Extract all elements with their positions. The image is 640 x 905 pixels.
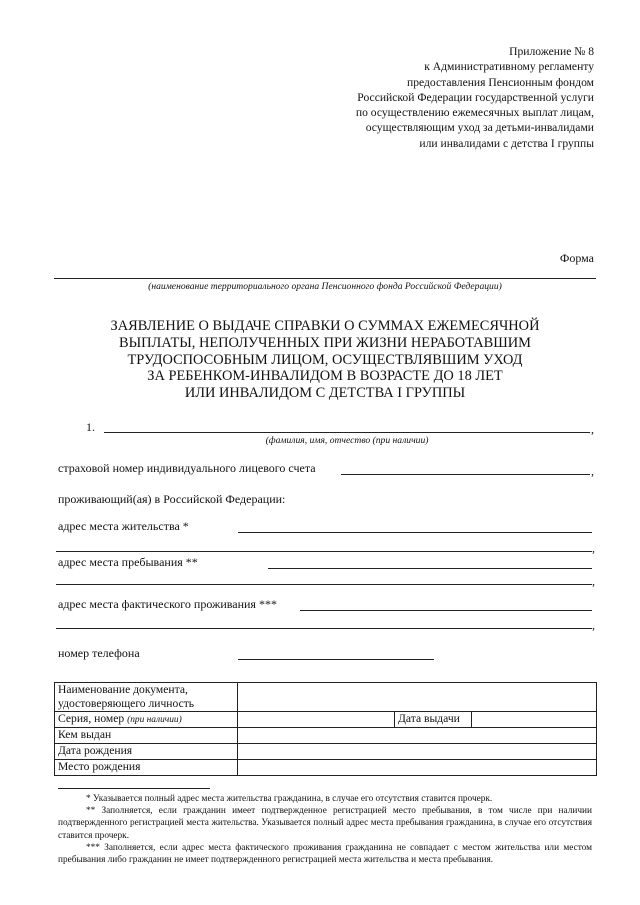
birth-date-label: Дата рождения — [55, 744, 238, 760]
table-row — [55, 728, 597, 744]
page-title — [60, 318, 590, 402]
series-number-cell — [55, 712, 238, 728]
issue-date-label: Дата выдачи — [395, 712, 472, 728]
fio-field[interactable] — [104, 432, 590, 433]
doc-name-label2: удостоверяющего личность — [58, 697, 195, 710]
if-any-note: (при наличии) — [127, 715, 182, 725]
appendix-line: по осуществлению ежемесячных выплат лицам, — [355, 106, 594, 120]
phone-label: номер телефона — [58, 646, 140, 660]
doc-name-label: Наименование документа, — [58, 683, 188, 696]
table-row — [55, 683, 597, 712]
footnote-1: * Указывается полный адрес места жительства гражданина, в случае его отсутствия ставится прочерк. — [86, 794, 493, 804]
item-number: 1. — [86, 420, 95, 434]
issued-by-label: Кем выдан — [55, 728, 238, 744]
organ-name-field[interactable] — [54, 278, 596, 279]
title-line: ЗАЯВЛЕНИЕ О ВЫДАЧЕ СПРАВКИ О СУММАХ ЕЖЕМЕСЯЧНОЙ — [110, 318, 540, 334]
address-stay-field-line2[interactable] — [56, 584, 592, 585]
title-line: ИЛИ ИНВАЛИДОМ С ДЕТСТВА I ГРУППЫ — [184, 385, 466, 402]
birth-place-label: Место рождения — [55, 760, 238, 776]
address-stay-field[interactable] — [268, 568, 592, 569]
appendix-line: или инвалидами с детства I группы — [419, 136, 594, 150]
footnote-2: ** Заполняется, если гражданин имеет подтвержденное регистрацией место пребывания, в том числе при наличии подтвержденного регистрацией места жительства. Указывается полный адрес места пребывания гражданина, в случае его отсутствия ставится прочерк. — [58, 806, 592, 841]
table-row — [55, 712, 597, 728]
doc-name-cell — [55, 683, 238, 712]
address-actual-field-line2[interactable] — [56, 628, 592, 629]
appendix-line: осуществляющим уход за детьми-инвалидами — [365, 121, 594, 135]
appendix-header — [294, 44, 594, 151]
comma: , — [592, 618, 595, 632]
identity-document-table — [54, 682, 597, 776]
comma: , — [592, 574, 595, 588]
table-row — [55, 760, 597, 776]
phone-field[interactable] — [238, 659, 434, 660]
appendix-line: Российской Федерации государственной услуги — [357, 90, 594, 104]
footnote-3: *** Заполняется, если адрес места фактического проживания гражданина не совпадает с местом жительства или местом пребывания либо гражданин не имеет подтвержденного регистрацией места жительства и места пребывания. — [58, 842, 592, 866]
comma: , — [592, 541, 595, 555]
footnote-divider — [58, 788, 210, 789]
address-stay-label: адрес места пребывания ** — [58, 555, 198, 569]
snils-label: страховой номер индивидуального лицевого счета — [58, 461, 316, 475]
appendix-line: Приложение № 8 — [509, 45, 594, 58]
address-actual-label: адрес места фактического проживания *** — [58, 597, 277, 611]
address-residence-field[interactable] — [238, 532, 592, 533]
series-number-value[interactable] — [238, 712, 395, 728]
birth-place-value[interactable] — [238, 760, 597, 776]
appendix-line: к Административному регламенту — [424, 60, 594, 74]
footnotes — [58, 793, 592, 866]
appendix-line: предоставления Пенсионным фондом — [406, 75, 594, 89]
title-line: ЗА РЕБЕНКОМ-ИНВАЛИДОМ В ВОЗРАСТЕ ДО 18 ЛЕТ — [147, 368, 503, 385]
address-actual-field[interactable] — [300, 610, 592, 611]
address-residence-field-line2[interactable] — [56, 551, 592, 552]
form-label: Форма — [559, 251, 594, 265]
issued-by-value[interactable] — [238, 728, 597, 744]
fio-caption: (фамилия, имя, отчество (при наличии) — [265, 435, 429, 446]
organ-caption: (наименование территориального органа Пенсионного фонда Российской Федерации) — [148, 281, 502, 292]
comma: , — [591, 464, 594, 478]
residing-label: проживающий(ая) в Российской Федерации: — [58, 492, 286, 506]
doc-name-value[interactable] — [238, 683, 597, 712]
birth-date-value[interactable] — [238, 744, 597, 760]
title-line: ТРУДОСПОСОБНЫМ ЛИЦОМ, ОСУЩЕСТВЛЯВШИМ УХОД — [127, 351, 523, 368]
title-line: ВЫПЛАТЫ, НЕПОЛУЧЕННЫХ ПРИ ЖИЗНИ НЕРАБОТАВШИМ — [119, 334, 531, 351]
comma: , — [591, 422, 594, 436]
address-residence-label: адрес места жительства * — [58, 519, 189, 533]
table-row — [55, 744, 597, 760]
snils-field[interactable] — [341, 474, 590, 475]
series-number-label: Серия, номер — [58, 712, 125, 725]
issue-date-value[interactable] — [472, 712, 597, 728]
